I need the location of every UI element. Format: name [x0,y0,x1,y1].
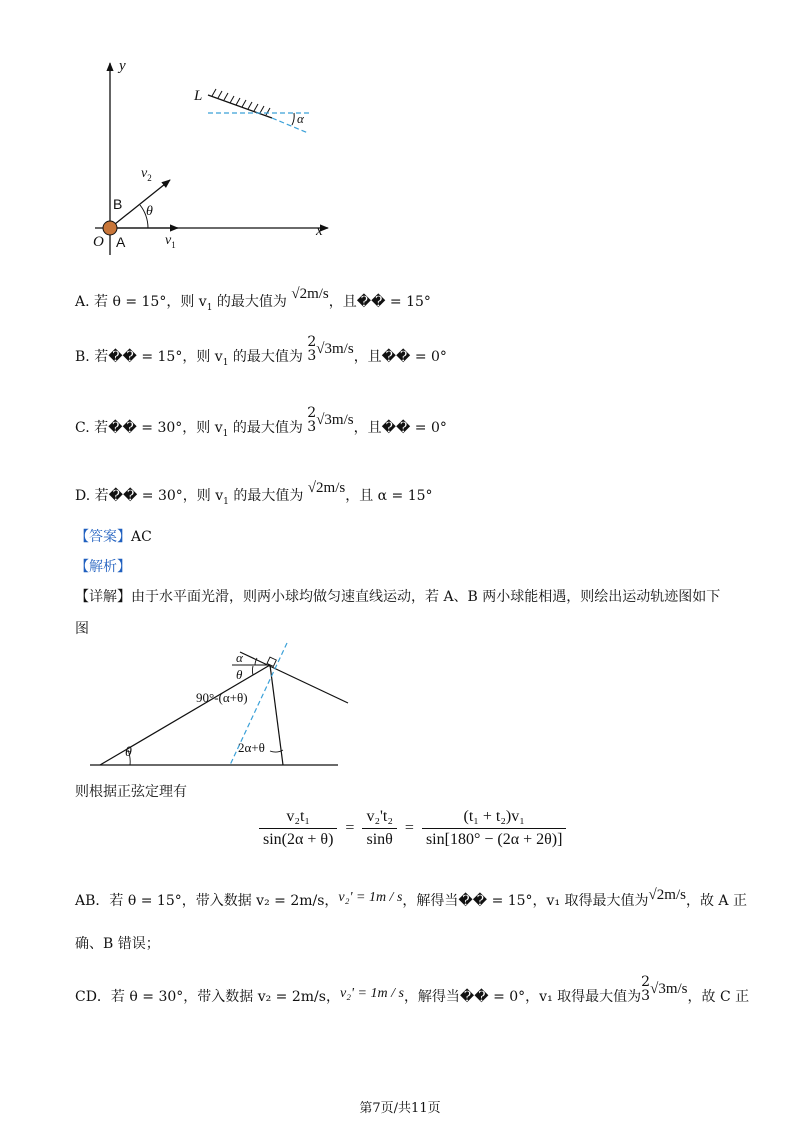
answer-tag: 【答案】 [75,529,131,545]
ab-line-1: AB．若 θ = 15°，带入数据 v₂ = 2m/s，v₂' = 1m / s，解得当�� = 15°，v₁ 取得最大值为√2m/s，故 A 正 [75,887,747,909]
fig2-theta-top-label: θ [236,667,243,682]
fig2-theta-bottom-label: θ [125,745,132,760]
option-b: B. 若�� = 15°，则 $v_1$ 的最大值为 2 3 √3m/s，且�� = 0° [75,334,447,368]
y-axis-label: y [119,58,126,74]
alpha-label: α [297,111,304,126]
alpha-arc [292,113,294,125]
page-footer: 第7页/共11页 [359,1101,441,1116]
answer-value: AC [131,529,152,545]
ab-line-2: 确、B 错误； [75,936,160,952]
wall-hatch [212,89,270,115]
v1-label: $v_1$ [165,233,176,250]
sine-law-text: 则根据正弦定理有 [75,784,187,800]
v2-label: $v_2$ [141,166,152,183]
analysis-tag: 【解析】 [75,559,131,575]
wall-label: L [194,88,203,104]
ball [103,221,117,235]
option-a: A. 若 θ = 15°，则 $v_1$ 的最大值为 √2m/s，且�� = 15° [75,286,431,313]
path-b-line [270,665,283,765]
theta-label: θ [146,204,153,219]
sine-law-equation: $\frac{\text{v₂t₁}}{\sin(2\alpha + \theta)}$ = $\frac{\text{v₂'t₂}}{\sin\theta}$ = $\frac{\text{(t₁ + t₂)v₁}}{\sin[180^\circ - (2\alpha + 2\theta)]}$ [255,808,570,849]
answer-line [75,526,152,546]
ball-b-label: B [113,196,123,212]
ball-a-label: A [116,234,126,250]
detail-line-2: 图 [75,621,89,637]
fig2-alpha-label: α [236,650,243,665]
cd-line-1: CD．若 θ = 30°，带入数据 v₂ = 2m/s，v₂' = 1m / s，解得当�� = 0°，v₁ 取得最大值为 2 3 √3m/s，故 C 正 [75,974,750,1005]
option-c: C. 若�� = 30°，则 $v_1$ 的最大值为 2 3 √3m/s，且�� = 0° [75,405,447,439]
origin-label: O [93,234,104,250]
theta-arc-top [252,666,253,675]
fig2-angle-label: 90°-(α+θ) [196,690,248,705]
x-axis-label: x [316,223,323,239]
fig2-2a-label: 2α+θ [238,740,265,755]
figure-1-coordinate-diagram [90,55,340,255]
option-d: D. 若�� = 30°，则 $v_1$ 的最大值为 √2m/s，且 α = 15° [75,480,433,507]
detail-line-1: 【详解】由于水平面光滑，则两小球均做匀速直线运动，若 A、B 两小球能相遇，则绘出运动轨迹图如下 [75,589,721,605]
